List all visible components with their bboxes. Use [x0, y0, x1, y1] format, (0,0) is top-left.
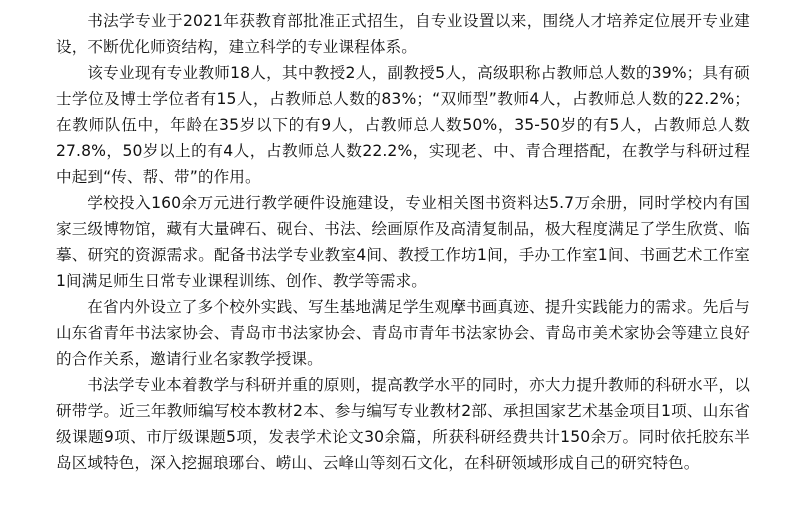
paragraph-practice-bases: 在省内外设立了多个校外实践、写生基地满足学生观摩书画真迹、提升实践能力的需求。先后与山东省青年书法家协会、青岛市书法家协会、青岛市青年书法家协会、青岛市美术家协会等建立良好的合作关系，邀请行业名家教学授课。 — [56, 298, 750, 368]
paragraph-research: 书法学专业本着教学与科研并重的原则，提高教学水平的同时，亦大力提升教师的科研水平，以研带学。近三年教师编写校本教材2本、参与编写专业教材2部、承担国家艺术基金项目1项、山东省级课题9项、市厅级课题5项，发表学术论文30余篇，所获科研经费共计150余万。同时依托胶东半岛区域特色，深入挖掘琅琊台、崂山、云峰山等刻石文化，在科研领域形成自己的研究特色。 — [56, 376, 750, 472]
paragraph-faculty: 该专业现有专业教师18人，其中教授2人，副教授5人，高级职称占教师总人数的39%；具有硕士学位及博士学位者有15人，占教师总人数的83%；“双师型”教师4人，占教师总人数的22.2%；在教师队伍中，年龄在35岁以下的有9人，占教师总人数50%，35-50岁的有5人，占教师总人数27.8%，50岁以上的有4人，占教师总人数22.2%，实现老、中、青合理搭配，在教学与科研过程中起到“传、帮、带”的作用。 — [56, 64, 750, 186]
paragraph-facilities: 学校投入160余万元进行教学硬件设施建设，专业相关图书资料达5.7万余册，同时学校内有国家三级博物馆，藏有大量碑石、砚台、书法、绘画原作及高清复制品，极大程度满足了学生欣赏、临摹、研究的资源需求。配备书法学专业教室4间、教授工作坊1间，手办工作室1间、书画艺术工作室1间满足师生日常专业课程训练、创作、教学等需求。 — [56, 194, 750, 290]
paragraph-program-intro: 书法学专业于2021年获教育部批准正式招生，自专业设置以来，围绕人才培养定位展开专业建设，不断优化师资结构，建立科学的专业课程体系。 — [56, 12, 750, 56]
